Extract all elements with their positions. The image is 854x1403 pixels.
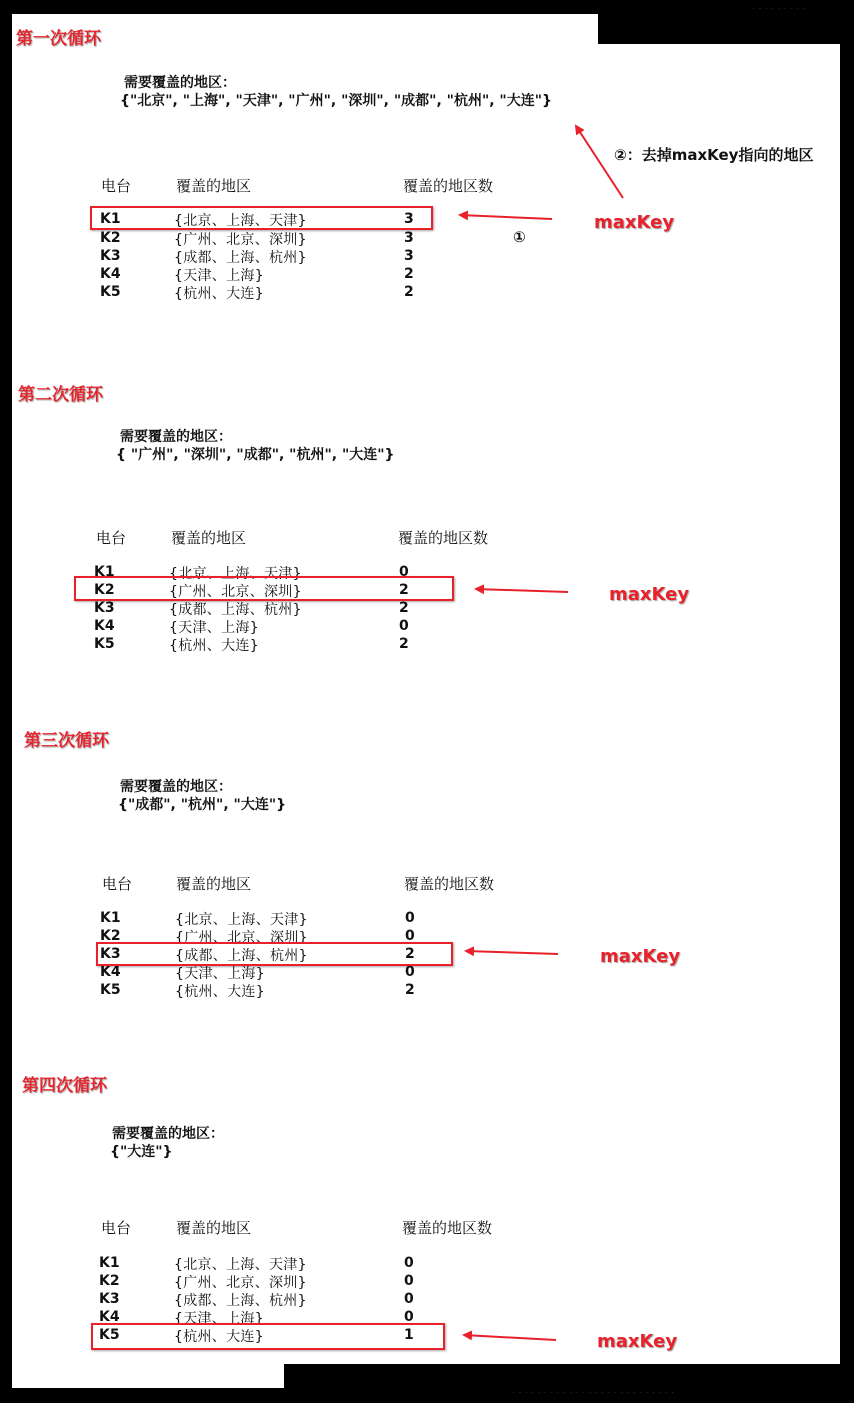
loop-1-row-4-count: 2 [404, 266, 414, 282]
loop-4-row-3-areas: {成都、上海、杭州} [174, 1293, 307, 1309]
loop-1-row-3-count: 3 [404, 248, 414, 264]
loop-1-title: 第一次循环 [16, 29, 101, 49]
loop-1-row-5-key: K5 [100, 284, 121, 300]
loop-2-header-station: 电台 [96, 529, 127, 547]
loop-2-row-5-key: K5 [94, 636, 115, 652]
loop-4-header-count: 覆盖的地区数 [402, 1219, 493, 1237]
loop-2-row-2-count: 2 [399, 582, 409, 598]
arrow-2 [476, 589, 568, 592]
loop-1-header-station: 电台 [101, 177, 132, 195]
loop-2-row-3-count: 2 [399, 600, 409, 616]
loop-3-need-label: 需要覆盖的地区： [120, 779, 232, 795]
loop-4-row-1-count: 0 [404, 1255, 414, 1271]
loop-3-row-4-count: 0 [405, 964, 415, 980]
loop-3-header-station: 电台 [102, 875, 133, 893]
loop-2-row-3-areas: {成都、上海、杭州} [169, 602, 302, 618]
loop-4-row-3-count: 0 [404, 1291, 414, 1307]
loop-2-row-4-areas: {天津、上海} [169, 620, 259, 636]
loop-3-row-1-key: K1 [100, 910, 121, 926]
loop-3-row-3-areas: {成都、上海、杭州} [175, 948, 308, 964]
loop-3-row-4-key: K4 [100, 964, 121, 980]
arrow-3 [466, 951, 558, 954]
loop-2-header-count: 覆盖的地区数 [398, 529, 489, 547]
loop-1-need-label: 需要覆盖的地区： [124, 75, 236, 91]
loop-4-need-label: 需要覆盖的地区： [112, 1126, 224, 1142]
loop-3-row-5-key: K5 [100, 982, 121, 998]
loop-2-row-4-key: K4 [94, 618, 115, 634]
loop-3-row-1-count: 0 [405, 910, 415, 926]
loop-4-row-2-areas: {广州、北京、深圳} [174, 1275, 307, 1291]
loop-1-need-set: {"北京", "上海", "天津", "广州", "深圳", "成都", "杭州", "大连"} [120, 93, 552, 109]
loop-1-row-2-areas: {广州、北京、深圳} [174, 232, 307, 248]
loop-1-row-4-key: K4 [100, 266, 121, 282]
loop-1-row-1-key: K1 [100, 211, 121, 227]
loop-3-need-set: {"成都", "杭州", "大连"} [118, 797, 287, 813]
loop-2-row-2-areas: {广州、北京、深圳} [169, 584, 302, 600]
loop-4-row-5-count: 1 [404, 1327, 414, 1343]
loop-1-row-3-key: K3 [100, 248, 121, 264]
corner-artifact-bottom: · · · · · · · · · · · · · · · · · · · · · · · · · · [512, 1388, 675, 1399]
loop-3-row-4-areas: {天津、上海} [175, 966, 265, 982]
loop-2-row-5-count: 2 [399, 636, 409, 652]
loop-2-row-5-areas: {杭州、大连} [169, 638, 259, 654]
loop-1-row-5-count: 2 [404, 284, 414, 300]
loop-4-row-1-key: K1 [99, 1255, 120, 1271]
loop-3-row-2-count: 0 [405, 928, 415, 944]
loop-1-row-2-key: K2 [100, 230, 121, 246]
loop-2-row-2-key: K2 [94, 582, 115, 598]
loop-4-header-station: 电台 [101, 1219, 132, 1237]
loop-3-header-areas: 覆盖的地区 [176, 875, 252, 893]
loop-4-row-3-key: K3 [99, 1291, 120, 1307]
loop-3-header-count: 覆盖的地区数 [404, 875, 495, 893]
arrow-step-2 [576, 126, 623, 198]
loop-1-row-1-count: 3 [404, 211, 414, 227]
loop-4-row-5-areas: {杭州、大连} [174, 1329, 264, 1345]
loop-2-header-areas: 覆盖的地区 [171, 529, 247, 547]
loop-4-header-areas: 覆盖的地区 [176, 1219, 252, 1237]
loop-3-row-5-areas: {杭州、大连} [175, 984, 265, 1000]
loop-3-row-3-key: K3 [100, 946, 121, 962]
loop-1-row-2-count: 3 [404, 230, 414, 246]
loop-1-row-3-areas: {成都、上海、杭州} [174, 250, 307, 266]
loop-2-row-1-count: 0 [399, 564, 409, 580]
loop-1-header-areas: 覆盖的地区 [176, 177, 252, 195]
loop-3-title: 第三次循环 [24, 731, 109, 751]
loop-2-title: 第二次循环 [18, 385, 103, 405]
loop-3-maxkey-label: maxKey [600, 946, 681, 967]
loop-2-row-1-areas: {北京、上海、天津} [169, 566, 302, 582]
loop-4-row-4-areas: {天津、上海} [174, 1311, 264, 1327]
loop-2-row-4-count: 0 [399, 618, 409, 634]
loop-2-row-3-key: K3 [94, 600, 115, 616]
loop-1-maxkey-label: maxKey [594, 212, 675, 233]
loop-4-row-4-key: K4 [99, 1309, 120, 1325]
loop-3-row-3-count: 2 [405, 946, 415, 962]
arrow-4 [464, 1335, 556, 1340]
loop-4-row-2-key: K2 [99, 1273, 120, 1289]
loop-1-row-5-areas: {杭州、大连} [174, 286, 264, 302]
corner-artifact-top: · · · · · · · · · [752, 4, 807, 15]
step-1-marker: ① [513, 228, 526, 246]
loop-2-maxkey-label: maxKey [609, 584, 690, 605]
loop-4-row-2-count: 0 [404, 1273, 414, 1289]
loop-2-need-label: 需要覆盖的地区： [120, 429, 232, 445]
loop-3-row-5-count: 2 [405, 982, 415, 998]
loop-1-row-1-areas: {北京、上海、天津} [174, 213, 307, 229]
loop-4-row-5-key: K5 [99, 1327, 120, 1343]
arrow-1 [460, 215, 552, 219]
loop-4-row-4-count: 0 [404, 1309, 414, 1325]
loop-3-row-2-areas: {广州、北京、深圳} [175, 930, 308, 946]
loop-1-header-count: 覆盖的地区数 [403, 177, 494, 195]
step-2-note: ②：去掉maxKey指向的地区 [614, 146, 814, 164]
loop-4-row-1-areas: {北京、上海、天津} [174, 1257, 307, 1273]
loop-3-row-2-key: K2 [100, 928, 121, 944]
loop-3-row-1-areas: {北京、上海、天津} [175, 912, 308, 928]
loop-2-need-set: { "广州", "深圳", "成都", "杭州", "大连"} [116, 447, 395, 463]
loop-4-title: 第四次循环 [22, 1076, 107, 1096]
loop-2-row-1-key: K1 [94, 564, 115, 580]
loop-1-row-4-areas: {天津、上海} [174, 268, 264, 284]
loop-4-maxkey-label: maxKey [597, 1331, 678, 1352]
loop-4-need-set: {"大连"} [110, 1144, 173, 1160]
